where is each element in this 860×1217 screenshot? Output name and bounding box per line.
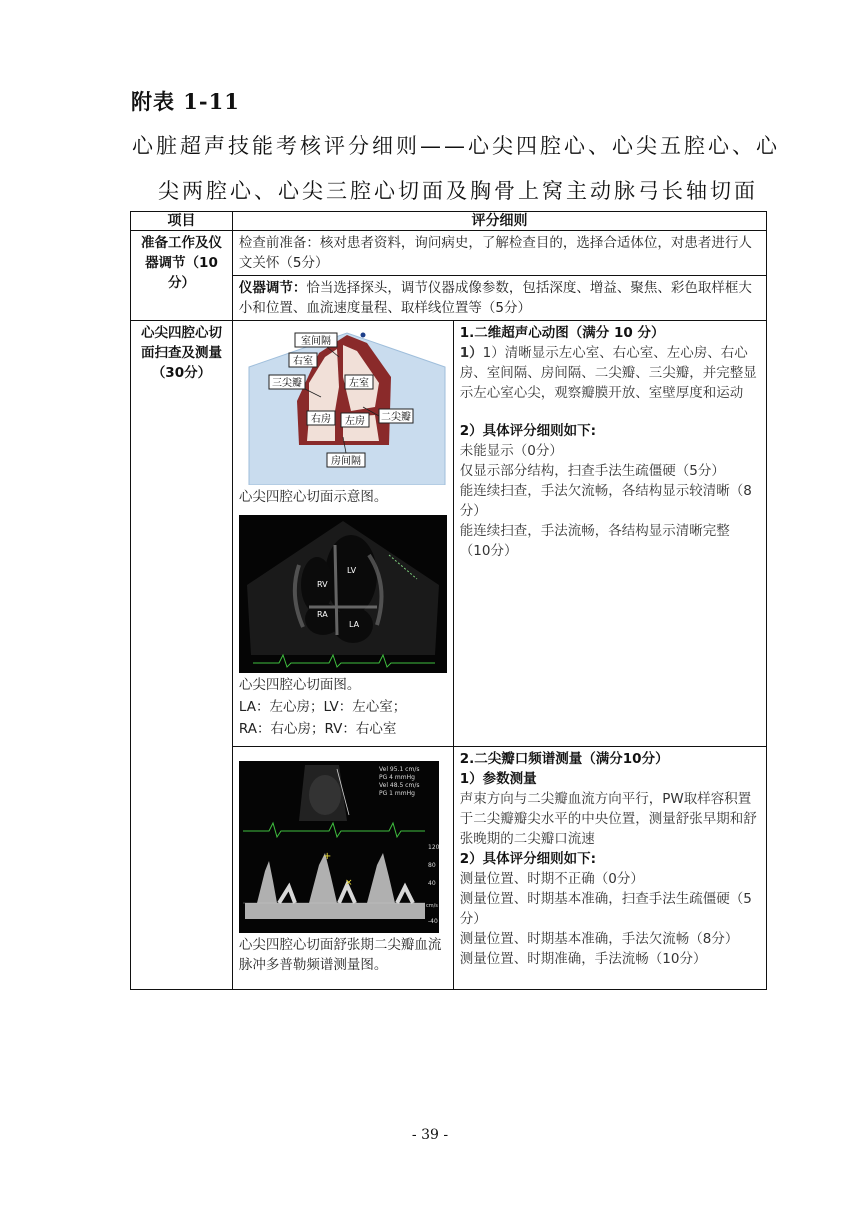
doppler-scale-tick: 40	[427, 880, 436, 887]
instrument-heading: 仪器调节：	[238, 280, 307, 296]
section2-score-0: 测量位置、时期不正确（0分）	[459, 871, 644, 887]
doppler-figure-cell	[232, 747, 453, 990]
echo-label-rv: RV	[316, 580, 328, 589]
table-row	[131, 231, 767, 276]
label-ra: 右房	[310, 414, 331, 425]
header-item: 项目	[131, 212, 233, 231]
echo-caption-2: LA：左心房；LV：左心室；	[238, 699, 407, 715]
annex-label: 附表 1-11	[131, 89, 240, 114]
page-number: - 39 -	[411, 1127, 449, 1143]
doppler-readout: Vel 95.1 cm/s	[378, 766, 420, 773]
section1-sub1-text: 1）清晰显示左心室、右心室、左心房、右心房、室间隔、房间隔、二尖瓣、三尖瓣，并完整显示左心室心尖，观察瓣膜开放、室壁厚度和运动	[459, 345, 757, 401]
item-scan-line: （30分）	[151, 365, 212, 381]
section2-title: 2.二尖瓣口频谱测量（满分10分）	[459, 751, 669, 767]
label-tricuspid: 三尖瓣	[271, 378, 302, 389]
table-header-row	[131, 212, 767, 231]
prep-check-text: 检查前准备：核对患者资料，询问病史，了解检查目的，选择合适体位，对患者进行人文关怀（5分）	[232, 231, 766, 276]
label-rv: 右室	[292, 356, 313, 367]
instrument-text: 恰当选择探头，调节仪器成像参数，包括深度、增益、聚焦、彩色取样框大小和位置、血流速度量程、取样线位置等（5分）	[238, 280, 752, 316]
figure-cell	[232, 321, 453, 747]
label-la: 左房	[344, 416, 365, 427]
echo-four-chamber-image	[239, 515, 447, 673]
doppler-caption: 心尖四腔心切面舒张期二尖瓣血流脉冲多普勒频谱测量图。	[238, 937, 442, 973]
item-scan-line: 面扫查及测量	[140, 345, 222, 361]
doppler-scale-tick: -40	[427, 918, 438, 925]
section2-sub1-head: 1）参数测量	[459, 771, 537, 787]
section1-sub1: 1）1）清晰显示左心室、右心室、左心房、右心房、室间隔、房间隔、二尖瓣、三尖瓣，并完整显示左心室心尖，观察瓣膜开放、室壁厚度和运动	[459, 345, 757, 401]
section2-sub2: 2）具体评分细则如下:	[459, 851, 597, 867]
section2-score-10: 测量位置、时期准确，手法流畅（10分）	[459, 951, 707, 967]
scoring-table	[130, 211, 767, 990]
doppler-scale-tick: 80	[427, 862, 436, 869]
section1-score-5: 仅显示部分结构，扫查手法生疏僵硬（5分）	[459, 463, 725, 479]
diagram-caption: 心尖四腔心切面示意图。	[238, 489, 388, 505]
doppler-marker-a: ×	[344, 878, 353, 888]
prep-instrument-cell	[232, 276, 766, 321]
echo-caption-3: RA：右心房；RV：右心室	[238, 721, 397, 737]
section2-score-5: 测量位置、时期基本准确，扫查手法生疏僵硬（5分）	[459, 891, 752, 927]
item-prep: 准备工作及仪器调节（10分）	[131, 231, 233, 321]
echo-label-ra: RA	[316, 610, 328, 619]
section1-cell	[453, 321, 766, 747]
doppler-scale-tick: 120	[427, 844, 439, 851]
page-title-line1: 心脏超声技能考核评分细则——心尖四腔心、心尖五腔心、心	[132, 134, 780, 158]
label-atrial-septum: 房间隔	[330, 456, 361, 467]
section2-score-8: 测量位置、时期基本准确，手法欠流畅（8分）	[459, 931, 739, 947]
item-scan	[131, 321, 233, 990]
doppler-readout: Vel 48.5 cm/s	[378, 782, 420, 789]
echo-caption-1: 心尖四腔心切面图。	[238, 677, 361, 693]
label-lv: 左室	[348, 378, 369, 389]
section1-score-10: 能连续扫查，手法流畅，各结构显示清晰完整（10分）	[459, 523, 730, 559]
section2-sub1: 声束方向与二尖瓣血流方向平行，PW取样容积置于二尖瓣瓣尖水平的中央位置，测量舒张早期和舒张晚期的二尖瓣口流速	[459, 791, 757, 847]
doppler-marker-e: +	[322, 851, 332, 862]
header-detail: 评分细则	[232, 212, 766, 231]
item-scan-line: 心尖四腔心切	[140, 325, 222, 341]
echo-label-la: LA	[348, 620, 360, 629]
doppler-spectrum-image	[239, 761, 439, 933]
label-mitral: 二尖瓣	[380, 412, 411, 423]
table-row	[131, 321, 767, 747]
section1-score-8: 能连续扫查，手法欠流畅，各结构显示较清晰（8分）	[459, 483, 752, 519]
section1-title: 1.二维超声心动图（满分 10 分）	[459, 325, 665, 341]
section2-cell	[453, 747, 766, 990]
doppler-readout: PG 1 mmHg	[378, 790, 415, 797]
doppler-unit: cm/s	[425, 903, 438, 909]
heart-diagram-image	[239, 327, 447, 485]
label-septum: 室间隔	[300, 336, 331, 347]
page-title-line2: 尖两腔心、心尖三腔心切面及胸骨上窝主动脉弓长轴切面	[158, 179, 758, 203]
section1-sub2: 2）具体评分细则如下:	[459, 423, 597, 439]
section1-score-0: 未能显示（0分）	[459, 443, 563, 459]
doppler-readout: PG 4 mmHg	[378, 774, 415, 781]
echo-label-lv: LV	[346, 566, 356, 575]
